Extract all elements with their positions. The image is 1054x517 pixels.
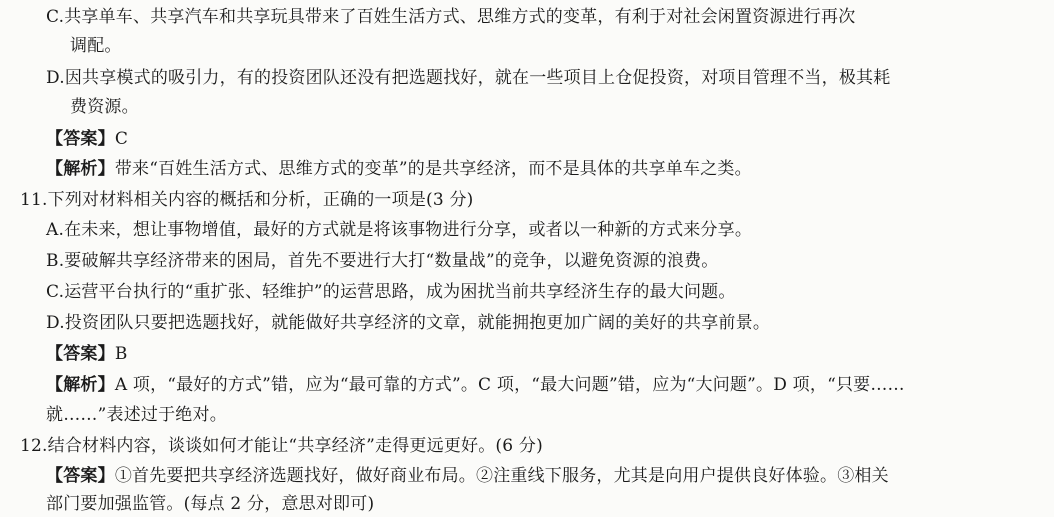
answer-tag: 【答案】 [46,129,115,149]
q10-answer [46,127,128,151]
analysis-tag: 【解析】 [46,159,115,179]
answer-value: B [114,344,128,364]
q12-stem: 12.结合材料内容，谈谈如何才能让“共享经济”走得更远更好。(6 分) [20,436,543,456]
q11-option-d: D.投资团队只要把选题找好，就能做好共享经济的文章，就能拥抱更加广阔的美好的共享前景。 [46,313,771,333]
q11-answer [46,342,128,366]
q10-option-d-line2: 费资源。 [70,97,139,117]
q11-analysis-line2: 就……”表述过于绝对。 [46,405,227,425]
q10-option-c-line2: 调配。 [70,36,122,56]
analysis-text: A 项，“最好的方式”错，应为“最可靠的方式”。C 项，“最大问题”错，应为“大问题”。D 项，“只要…… [114,375,905,395]
q11-stem: 11.下列对材料相关内容的概括和分析，正确的一项是(3 分) [20,190,474,210]
q11-option-b: B.要破解共享经济带来的困局，首先不要进行大打“数量战”的竞争，以避免资源的浪费。 [46,251,719,271]
q11-analysis-line1 [46,373,905,397]
answer-tag: 【答案】 [46,466,115,486]
q10-option-d-line1: D.因共享模式的吸引力，有的投资团队还没有把选题找好，就在一些项目上仓促投资，对项目管理不当，极其耗 [46,68,891,88]
q12-answer-line2: 部门要加强监管。(每点 2 分，意思对即可) [46,494,375,514]
q10-option-c-line1: C.共享单车、共享汽车和共享玩具带来了百姓生活方式、思维方式的变革，有利于对社会闲置资源进行再次 [46,7,856,27]
q11-option-a: A.在未来，想让事物增值，最好的方式就是将该事物进行分享，或者以一种新的方式来分享。 [46,220,753,240]
analysis-text: 带来“百姓生活方式、思维方式的变革”的是共享经济，而不是具体的共享单车之类。 [114,159,752,179]
q10-analysis [46,157,752,181]
q11-option-c: C.运营平台执行的“重扩张、轻维护”的运营思路，成为困扰当前共享经济生存的最大问题。 [46,282,736,302]
answer-tag: 【答案】 [46,344,115,364]
analysis-tag: 【解析】 [46,375,115,395]
q12-answer-line1 [46,464,889,488]
answer-text: ①首先要把共享经济选题找好，做好商业布局。②注重线下服务，尤其是向用户提供良好体验。③相关 [114,466,889,486]
answer-value: C [114,129,129,149]
